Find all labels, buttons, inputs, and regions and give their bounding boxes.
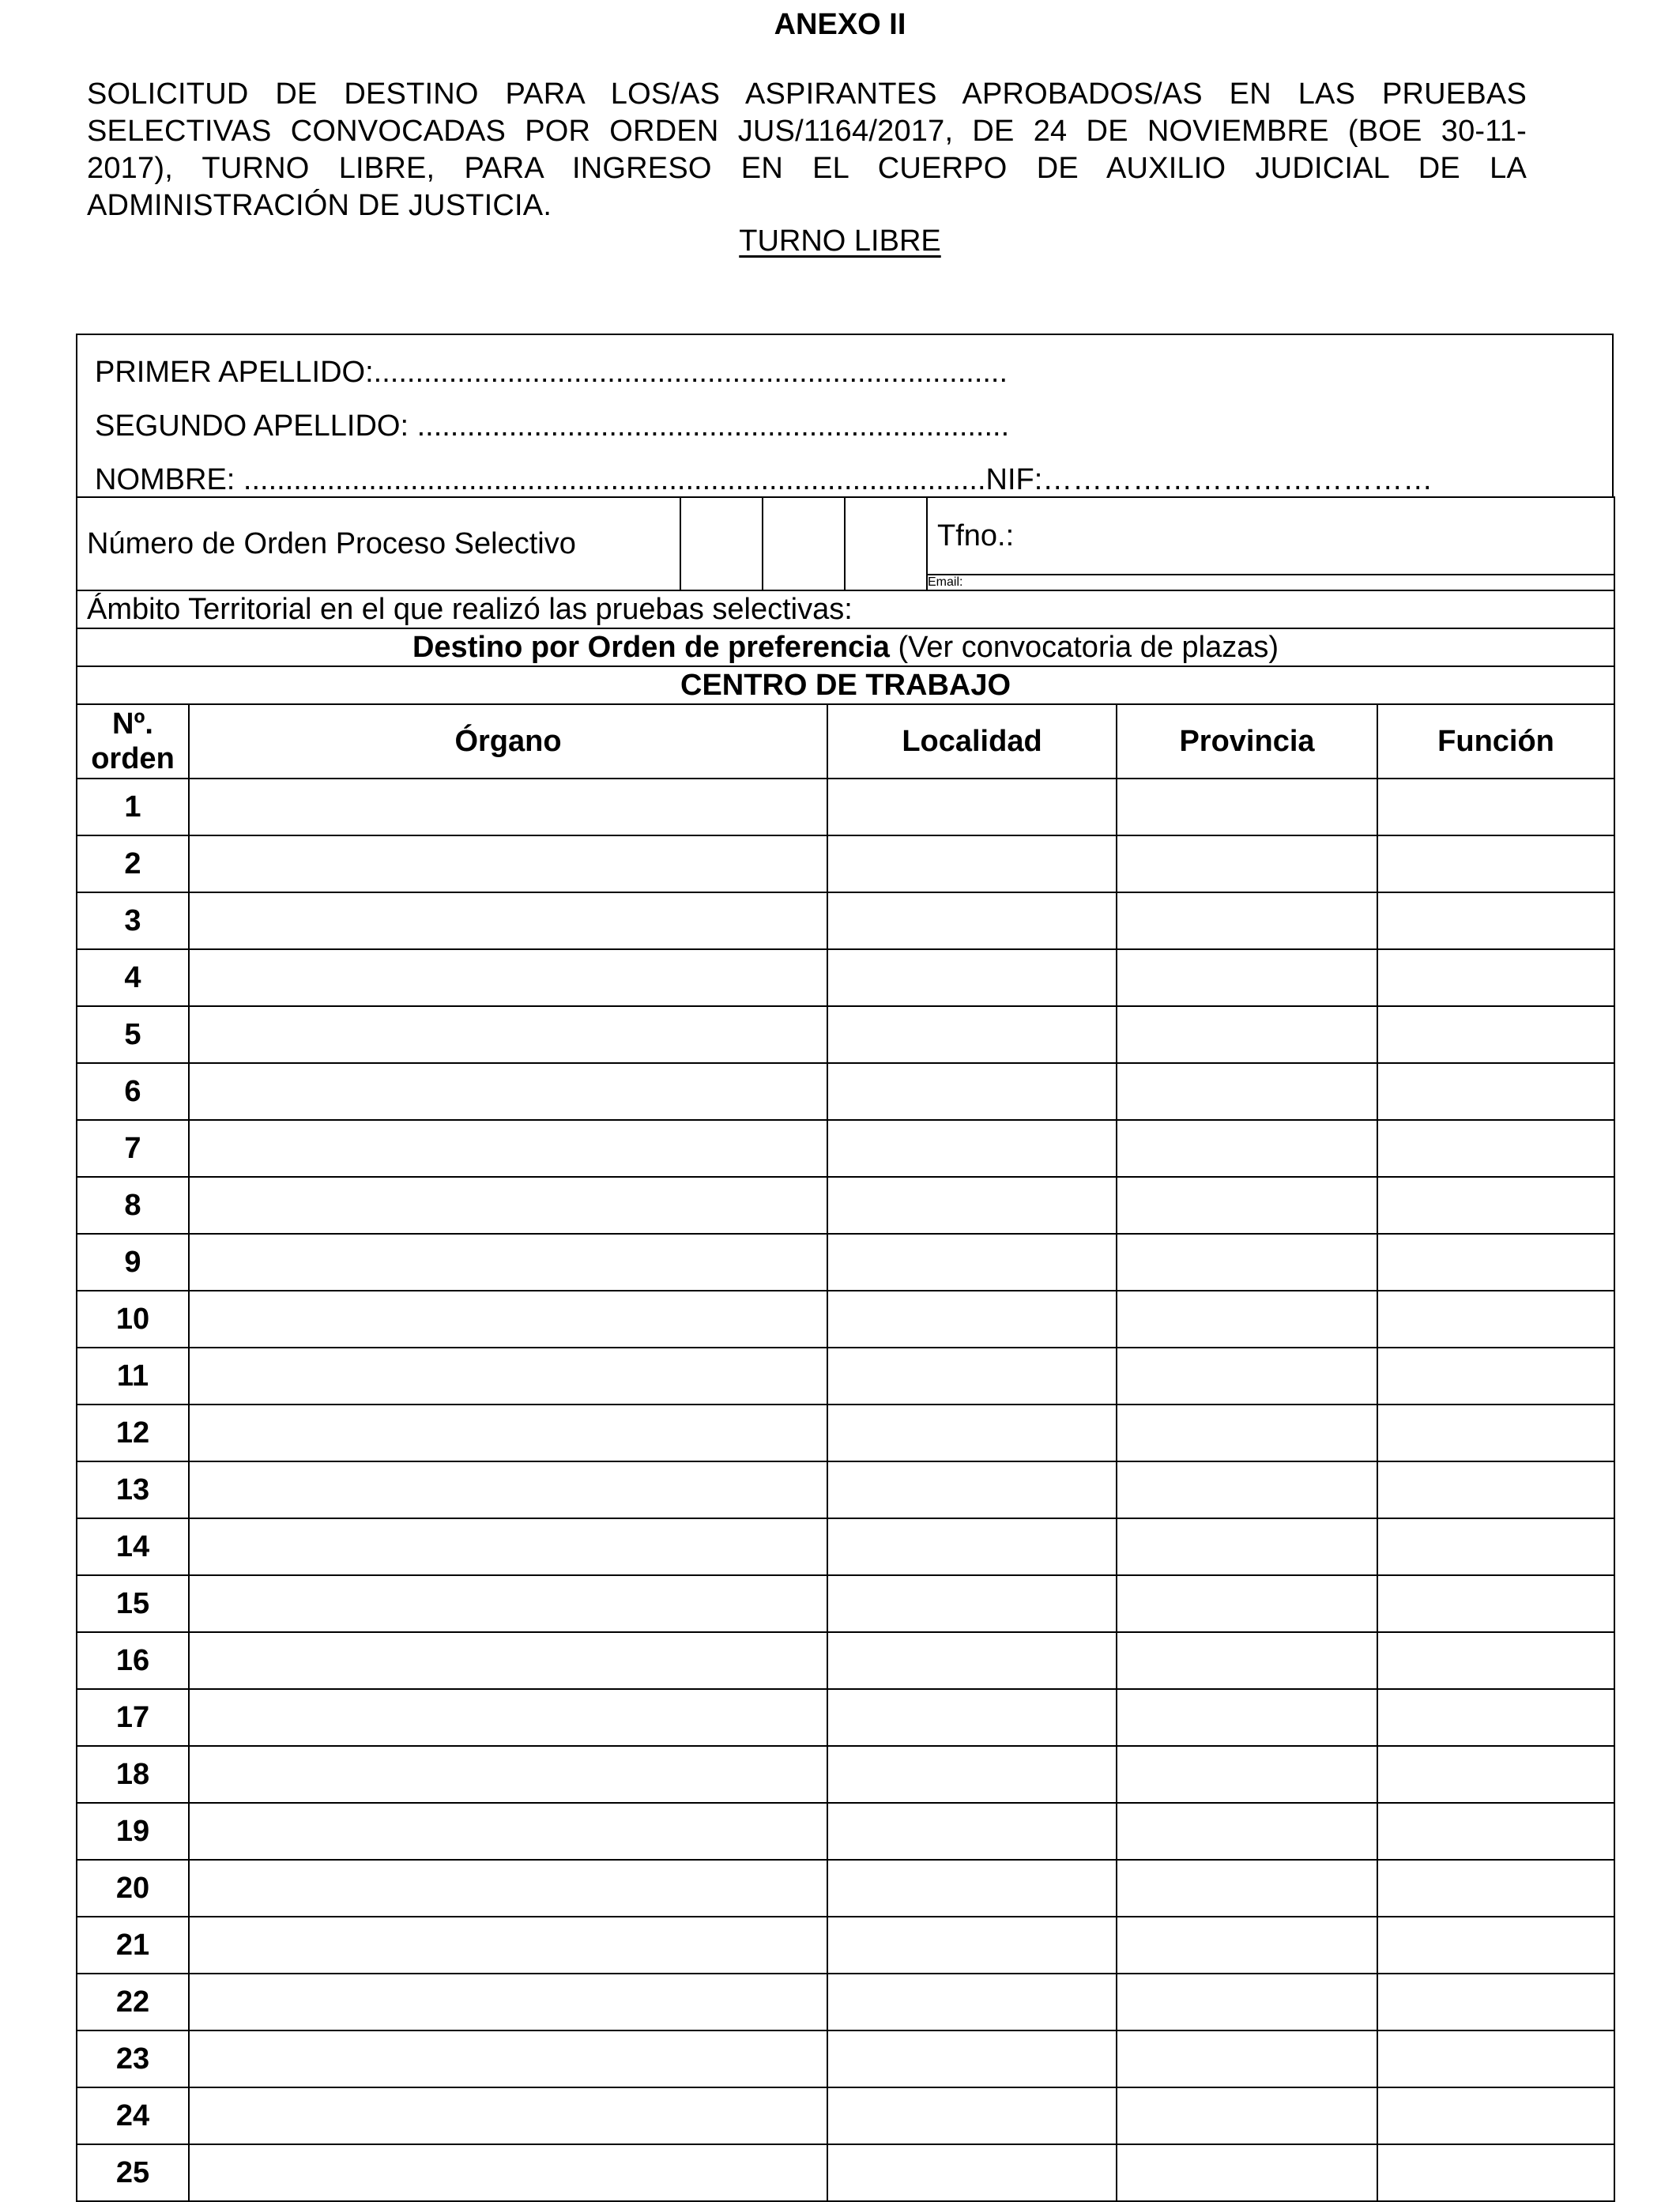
organo-cell[interactable] <box>189 949 827 1006</box>
provincia-cell[interactable] <box>1117 1917 1377 1974</box>
organo-cell[interactable] <box>189 1974 827 2030</box>
provincia-cell[interactable] <box>1117 835 1377 892</box>
provincia-cell[interactable] <box>1117 1405 1377 1461</box>
localidad-cell[interactable] <box>827 2030 1117 2087</box>
localidad-cell[interactable] <box>827 779 1117 835</box>
provincia-cell[interactable] <box>1117 1063 1377 1120</box>
personal-data-box <box>76 334 1614 496</box>
table-row <box>77 892 1614 949</box>
table-row <box>77 1348 1614 1405</box>
provincia-cell[interactable] <box>1117 1974 1377 2030</box>
table-row <box>77 835 1614 892</box>
organo-cell[interactable] <box>189 835 827 892</box>
row-number: 9 <box>77 1234 189 1291</box>
row-number: 12 <box>77 1405 189 1461</box>
table-row <box>77 2030 1614 2087</box>
organo-cell[interactable] <box>189 1291 827 1348</box>
provincia-cell[interactable] <box>1117 779 1377 835</box>
row-number: 11 <box>77 1348 189 1405</box>
localidad-cell[interactable] <box>827 892 1117 949</box>
table-row <box>77 1803 1614 1860</box>
table-row <box>77 1632 1614 1689</box>
tfno-field[interactable]: Tfno.: <box>927 497 1614 575</box>
row-number: 16 <box>77 1632 189 1689</box>
funcion-cell[interactable] <box>1377 1063 1614 1120</box>
organo-cell[interactable] <box>189 1461 827 1518</box>
organo-cell[interactable] <box>189 1803 827 1860</box>
table-row <box>77 1177 1614 1234</box>
localidad-cell[interactable] <box>827 2144 1117 2201</box>
funcion-cell[interactable] <box>1377 949 1614 1006</box>
funcion-cell[interactable] <box>1377 1177 1614 1234</box>
localidad-cell[interactable] <box>827 1917 1117 1974</box>
row-number: 14 <box>77 1518 189 1575</box>
destination-table <box>76 590 1615 2202</box>
table-row <box>77 1860 1614 1917</box>
destino-bold: Destino por Orden de preferencia <box>412 630 890 664</box>
localidad-cell[interactable] <box>827 1461 1117 1518</box>
funcion-cell[interactable] <box>1377 1518 1614 1575</box>
orden-box[interactable] <box>763 497 845 590</box>
organo-cell[interactable] <box>189 1746 827 1803</box>
organo-cell[interactable] <box>189 892 827 949</box>
column-header-funcion: Función <box>1377 704 1614 779</box>
ambito-territorial-field[interactable]: Ámbito Territorial en el que realizó las pruebas selectivas: <box>77 590 1614 628</box>
table-row <box>77 779 1614 835</box>
localidad-cell[interactable] <box>827 1518 1117 1575</box>
funcion-cell[interactable] <box>1377 1689 1614 1746</box>
localidad-cell[interactable] <box>827 1575 1117 1632</box>
localidad-cell[interactable] <box>827 1177 1117 1234</box>
funcion-cell[interactable] <box>1377 1632 1614 1689</box>
localidad-cell[interactable] <box>827 1120 1117 1177</box>
provincia-cell[interactable] <box>1117 1860 1377 1917</box>
provincia-cell[interactable] <box>1117 1632 1377 1689</box>
organo-cell[interactable] <box>189 1860 827 1917</box>
destination-rows <box>77 779 1614 2201</box>
organo-cell[interactable] <box>189 1006 827 1063</box>
funcion-cell[interactable] <box>1377 1575 1614 1632</box>
localidad-cell[interactable] <box>827 1348 1117 1405</box>
request-description <box>87 76 1527 224</box>
document-title: ANEXO II <box>774 8 906 41</box>
row-number: 6 <box>77 1063 189 1120</box>
localidad-cell[interactable] <box>827 1234 1117 1291</box>
funcion-cell[interactable] <box>1377 1120 1614 1177</box>
provincia-cell[interactable] <box>1117 1461 1377 1518</box>
funcion-cell[interactable] <box>1377 835 1614 892</box>
organo-cell[interactable] <box>189 1518 827 1575</box>
localidad-cell[interactable] <box>827 1803 1117 1860</box>
localidad-cell[interactable] <box>827 1746 1117 1803</box>
table-row <box>77 2087 1614 2144</box>
localidad-cell[interactable] <box>827 1405 1117 1461</box>
localidad-cell[interactable] <box>827 835 1117 892</box>
organo-cell[interactable] <box>189 2030 827 2087</box>
row-number: 20 <box>77 1860 189 1917</box>
funcion-cell[interactable] <box>1377 1746 1614 1803</box>
localidad-cell[interactable] <box>827 1291 1117 1348</box>
row-number: 19 <box>77 1803 189 1860</box>
num-header-line2: orden <box>91 742 175 775</box>
funcion-cell[interactable] <box>1377 1291 1614 1348</box>
segundo-apellido-field[interactable]: SEGUNDO APELLIDO: ....................................................................... <box>95 409 1010 443</box>
row-number: 7 <box>77 1120 189 1177</box>
organo-cell[interactable] <box>189 1632 827 1689</box>
subtitle-text: TURNO LIBRE <box>739 224 941 258</box>
row-number: 3 <box>77 892 189 949</box>
row-number: 18 <box>77 1746 189 1803</box>
funcion-cell[interactable] <box>1377 2144 1614 2201</box>
organo-cell[interactable] <box>189 779 827 835</box>
row-number: 8 <box>77 1177 189 1234</box>
provincia-cell[interactable] <box>1117 1291 1377 1348</box>
organo-cell[interactable] <box>189 1063 827 1120</box>
description-line: SELECTIVAS CONVOCADAS POR ORDEN JUS/1164/2017, DE 24 DE NOVIEMBRE (BOE 30-11- <box>87 115 1527 148</box>
provincia-cell[interactable] <box>1117 1234 1377 1291</box>
funcion-cell[interactable] <box>1377 1860 1614 1917</box>
table-row <box>77 1575 1614 1632</box>
primer-apellido-field[interactable]: PRIMER APELLIDO:............................................................................ <box>95 356 1008 389</box>
localidad-cell[interactable] <box>827 1860 1117 1917</box>
table-row <box>77 1974 1614 2030</box>
table-row <box>77 1291 1614 1348</box>
localidad-cell[interactable] <box>827 1006 1117 1063</box>
row-number: 10 <box>77 1291 189 1348</box>
organo-cell[interactable] <box>189 1177 827 1234</box>
organo-cell[interactable] <box>189 2087 827 2144</box>
orden-label: Número de Orden Proceso Selectivo <box>77 497 680 590</box>
funcion-cell[interactable] <box>1377 1405 1614 1461</box>
table-row <box>77 1689 1614 1746</box>
table-row <box>77 1063 1614 1120</box>
provincia-cell[interactable] <box>1117 892 1377 949</box>
column-header-num-orden <box>77 704 189 779</box>
localidad-cell[interactable] <box>827 949 1117 1006</box>
table-row <box>77 1461 1614 1518</box>
organo-cell[interactable] <box>189 1689 827 1746</box>
funcion-cell[interactable] <box>1377 1461 1614 1518</box>
application-form <box>76 334 1614 2202</box>
provincia-cell[interactable] <box>1117 1518 1377 1575</box>
organo-cell[interactable] <box>189 1348 827 1405</box>
table-row <box>77 949 1614 1006</box>
funcion-cell[interactable] <box>1377 1006 1614 1063</box>
table-row <box>77 1234 1614 1291</box>
subtitle <box>0 223 1680 259</box>
provincia-cell[interactable] <box>1117 2030 1377 2087</box>
description-line: SOLICITUD DE DESTINO PARA LOS/AS ASPIRANTES APROBADOS/AS EN LAS PRUEBAS <box>87 77 1527 111</box>
organo-cell[interactable] <box>189 1120 827 1177</box>
organo-cell[interactable] <box>189 2144 827 2201</box>
row-number: 22 <box>77 1974 189 2030</box>
organo-cell[interactable] <box>189 1405 827 1461</box>
localidad-cell[interactable] <box>827 2087 1117 2144</box>
row-number: 13 <box>77 1461 189 1518</box>
table-row <box>77 1006 1614 1063</box>
centro-trabajo-heading: CENTRO DE TRABAJO <box>77 666 1614 704</box>
row-number: 15 <box>77 1575 189 1632</box>
provincia-cell[interactable] <box>1117 1006 1377 1063</box>
table-row <box>77 1405 1614 1461</box>
organo-cell[interactable] <box>189 1575 827 1632</box>
provincia-cell[interactable] <box>1117 2087 1377 2144</box>
row-number: 4 <box>77 949 189 1006</box>
funcion-cell[interactable] <box>1377 1234 1614 1291</box>
destino-note: (Ver convocatoria de plazas) <box>889 630 1279 664</box>
description-line: 2017), TURNO LIBRE, PARA INGRESO EN EL CUERPO DE AUXILIO JUDICIAL DE LA <box>87 152 1527 185</box>
provincia-cell[interactable] <box>1117 2144 1377 2201</box>
row-number: 1 <box>77 779 189 835</box>
table-row <box>77 1917 1614 1974</box>
email-field[interactable]: Email: <box>927 575 1614 590</box>
localidad-cell[interactable] <box>827 1689 1117 1746</box>
funcion-cell[interactable] <box>1377 1348 1614 1405</box>
orden-box[interactable] <box>680 497 763 590</box>
destino-preferencia-heading <box>77 628 1614 666</box>
row-number: 2 <box>77 835 189 892</box>
provincia-cell[interactable] <box>1117 1689 1377 1746</box>
row-number: 17 <box>77 1689 189 1746</box>
provincia-cell[interactable] <box>1117 949 1377 1006</box>
funcion-cell[interactable] <box>1377 892 1614 949</box>
localidad-cell[interactable] <box>827 1974 1117 2030</box>
localidad-cell[interactable] <box>827 1063 1117 1120</box>
table-row <box>77 1120 1614 1177</box>
column-header-organo: Órgano <box>189 704 827 779</box>
num-header-line1: Nº. <box>112 707 153 741</box>
row-number: 24 <box>77 2087 189 2144</box>
funcion-cell[interactable] <box>1377 1974 1614 2030</box>
provincia-cell[interactable] <box>1117 1348 1377 1405</box>
organo-cell[interactable] <box>189 1234 827 1291</box>
table-row <box>77 2144 1614 2201</box>
orden-table <box>76 496 1615 591</box>
row-number: 25 <box>77 2144 189 2201</box>
provincia-cell[interactable] <box>1117 1803 1377 1860</box>
row-number: 5 <box>77 1006 189 1063</box>
provincia-cell[interactable] <box>1117 1177 1377 1234</box>
table-row <box>77 1746 1614 1803</box>
provincia-cell[interactable] <box>1117 1120 1377 1177</box>
funcion-cell[interactable] <box>1377 2030 1614 2087</box>
funcion-cell[interactable] <box>1377 1803 1614 1860</box>
row-number: 23 <box>77 2030 189 2087</box>
localidad-cell[interactable] <box>827 1632 1117 1689</box>
description-line: ADMINISTRACIÓN DE JUSTICIA. <box>87 189 552 222</box>
column-header-localidad: Localidad <box>827 704 1117 779</box>
funcion-cell[interactable] <box>1377 1917 1614 1974</box>
funcion-cell[interactable] <box>1377 2087 1614 2144</box>
table-row <box>77 1518 1614 1575</box>
orden-box[interactable] <box>845 497 927 590</box>
provincia-cell[interactable] <box>1117 1575 1377 1632</box>
column-header-provincia: Provincia <box>1117 704 1377 779</box>
provincia-cell[interactable] <box>1117 1746 1377 1803</box>
row-number: 21 <box>77 1917 189 1974</box>
organo-cell[interactable] <box>189 1917 827 1974</box>
funcion-cell[interactable] <box>1377 779 1614 835</box>
nombre-nif-field[interactable]: NOMBRE: .........................................................................................NIF:………………………………… <box>95 463 1433 496</box>
